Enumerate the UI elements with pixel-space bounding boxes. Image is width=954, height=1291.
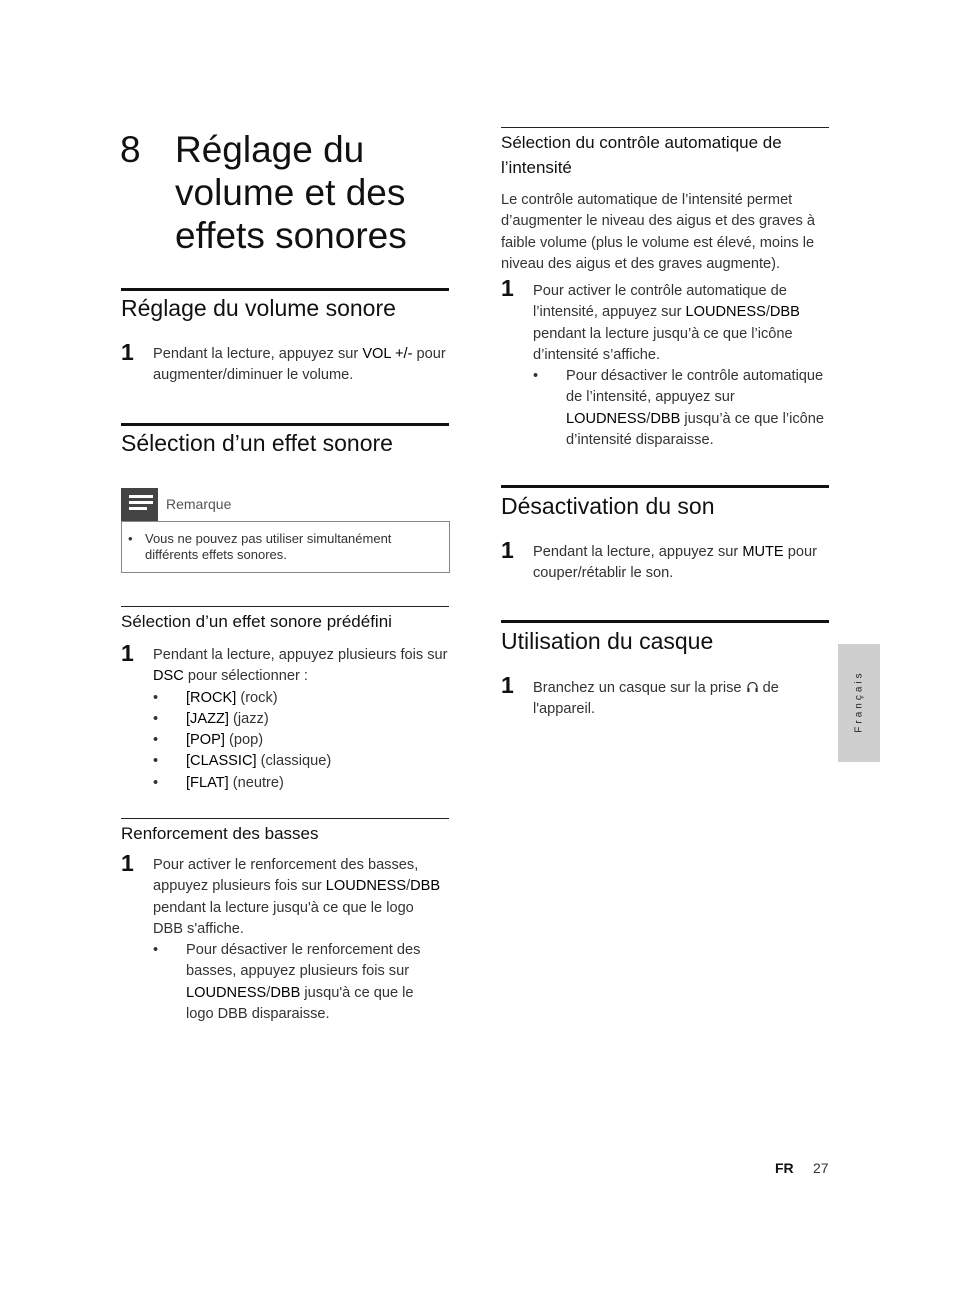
step-number: 1 bbox=[501, 275, 514, 301]
bass-step: Pour activer le renforcement des basses, appuyez plusieurs fois sur LOUDNESS/DBB pendant la lecture jusqu'à ce que le logo DBB s'affiche. • Pour désactiver le renforcement des basses, appuyez plusieurs fois sur LOUDNESS/DBB jusqu'à ce que le logo DBB disparaisse. bbox=[153, 855, 445, 1025]
mute-step-text: Pendant la lecture, appuyez sur MUTE pour couper/rétablir le son. bbox=[533, 544, 817, 582]
list-item: • [FLAT] (neutre) bbox=[153, 774, 284, 791]
section-rule bbox=[121, 288, 449, 291]
note-label: Remarque bbox=[166, 496, 232, 512]
step-number: 1 bbox=[501, 672, 514, 698]
list-item: • [POP] (pop) bbox=[153, 732, 264, 749]
chapter-title: Réglage du volume et des effets sonores bbox=[175, 129, 407, 256]
heading-volume: Réglage du volume sonore bbox=[121, 295, 396, 321]
list-item: • Pour désactiver le contrôle automatique de l’intensité, appuyez sur LOUDNESS/DBB jusqu’à ce que l’icône d’intensité disparaisse. bbox=[533, 368, 824, 449]
subsection-rule bbox=[121, 818, 449, 819]
preset-step: Pendant la lecture, appuyez plusieurs fois sur DSC pour sélectionner : • [ROCK] (rock) • [JAZZ] (jazz) • [POP] (pop) • [CLASSIC] (classique) • [FLAT] (neutre) bbox=[153, 645, 448, 794]
section-rule bbox=[501, 485, 829, 488]
heading-effect: Sélection d’un effet sonore bbox=[121, 430, 393, 456]
heading-loudness: Sélection du contrôle automatique de l’intensité bbox=[501, 133, 782, 177]
section-rule bbox=[501, 620, 829, 623]
loudness-step: Pour activer le contrôle automatique de l’intensité, appuyez sur LOUDNESS/DBB pendant la lecture jusqu’à ce que l’icône d’intensité s’affiche. • Pour désactiver le contrôle automatique de l’intensité, appuyez sur LOUDNESS/DBB jusqu’à ce que l’icône d’intensité disparaisse. bbox=[533, 281, 828, 451]
section-rule bbox=[121, 423, 449, 426]
step-number: 1 bbox=[501, 537, 514, 563]
chapter-number: 8 bbox=[120, 129, 141, 170]
headphone-icon bbox=[746, 680, 759, 696]
list-item: • [CLASSIC] (classique) bbox=[153, 753, 332, 770]
heading-mute: Désactivation du son bbox=[501, 493, 715, 519]
list-item: • [ROCK] (rock) bbox=[153, 689, 278, 706]
heading-headphones: Utilisation du casque bbox=[501, 628, 714, 654]
step-number: 1 bbox=[121, 640, 134, 666]
language-tab-label: Français bbox=[853, 670, 865, 733]
list-item: • [JAZZ] (jazz) bbox=[153, 710, 269, 727]
step-number: 1 bbox=[121, 339, 134, 365]
volume-step-text: Pendant la lecture, appuyez sur VOL +/- pour augmenter/diminuer le volume. bbox=[153, 346, 446, 384]
language-tab bbox=[838, 644, 880, 762]
note-box bbox=[121, 521, 450, 573]
heading-bass: Renforcement des basses bbox=[121, 824, 319, 843]
loudness-intro: Le contrôle automatique de l’intensité permet d’augmenter le niveau des aigus et des graves à faible volume (plus le volume est élevé, moins le niveau des aigus et des graves augmente). bbox=[501, 192, 815, 272]
headphones-step-text: Branchez un casque sur la prise de l'appareil. bbox=[533, 680, 779, 718]
note-bullet: • bbox=[128, 531, 133, 546]
note-text: Vous ne pouvez pas utiliser simultanément différents effets sonores. bbox=[145, 531, 392, 562]
footer-language: FR bbox=[775, 1160, 794, 1176]
step-number: 1 bbox=[121, 850, 134, 876]
list-item: • Pour désactiver le renforcement des basses, appuyez plusieurs fois sur LOUDNESS/DBB jusqu'à ce que le logo DBB disparaisse. bbox=[153, 942, 421, 1023]
subsection-rule bbox=[501, 127, 829, 128]
heading-preset: Sélection d’un effet sonore prédéfini bbox=[121, 612, 392, 631]
page-number: 27 bbox=[813, 1160, 829, 1176]
subsection-rule bbox=[121, 606, 449, 607]
note-icon bbox=[121, 488, 158, 521]
